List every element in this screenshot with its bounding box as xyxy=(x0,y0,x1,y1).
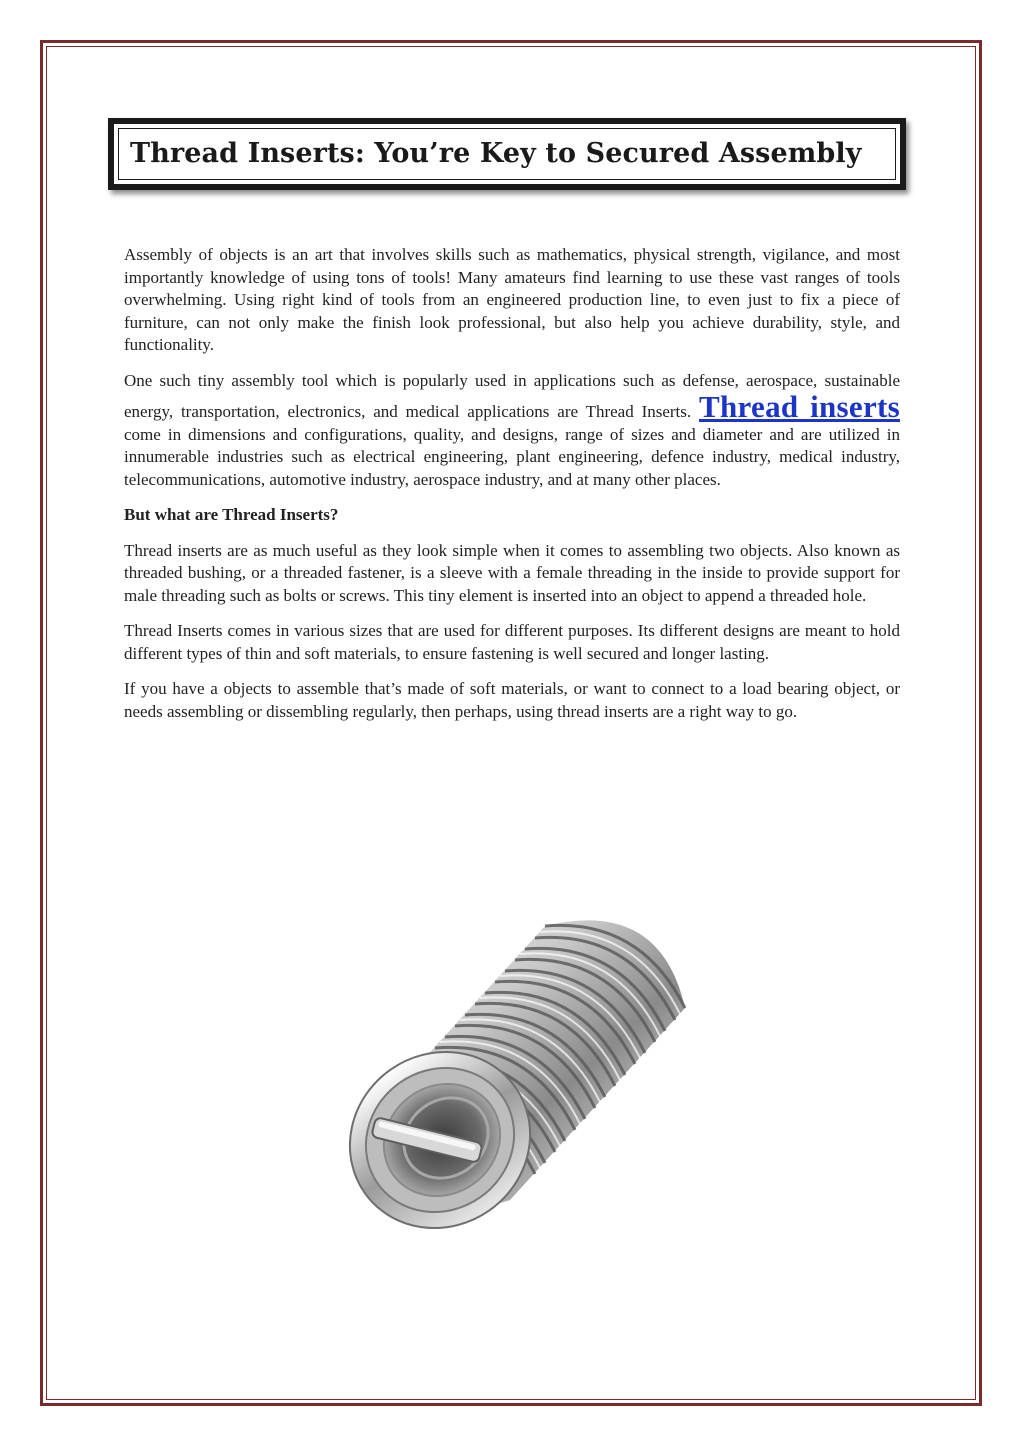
thread-insert-coil-image xyxy=(330,908,690,1238)
paragraph-intro: Assembly of objects is an art that involves skills such as mathematics, physical strength, vigilance, and most importantly knowledge of using tons of tools! Many amateurs find learning to use these vast ranges of tools overwhelming. Using right kind of tools from an engineered production line, to even just to fix a piece of furniture, can not only make the finish look professional, but also help you achieve durability, style, and functionality. xyxy=(124,245,900,354)
thread-inserts-link[interactable]: Thread inserts xyxy=(699,389,900,424)
section-heading: But what are Thread Inserts? xyxy=(124,505,339,524)
article-body xyxy=(124,244,900,736)
title-box xyxy=(108,118,906,190)
paragraph-applications-start: One such tiny assembly tool which is popularly used in applications such as defense, aerospace, sustainable energy, transportation, electronics, and medical applications are Thread Inserts. xyxy=(124,370,900,421)
paragraph-usage: If you have a objects to assemble that’s made of soft materials, or want to connect to a load bearing object, or needs assembling or dissembling regularly, then perhaps, using thread inserts are a right way to go. xyxy=(124,679,900,721)
paragraph-definition: Thread inserts are as much useful as they look simple when it comes to assembling two objects. Also known as threaded bushing, or a threaded fastener, is a sleeve with a female threading in the inside to provide support for male threading such as bolts or screws. This tiny element is inserted into an object to append a threaded hole. xyxy=(124,540,900,605)
paragraph-applications xyxy=(124,370,900,492)
thread-insert-image xyxy=(330,908,690,1238)
page-title: Thread Inserts: You’re Key to Secured Assembly xyxy=(130,138,862,169)
paragraph-sizes: Thread Inserts comes in various sizes that are used for different purposes. Its different designs are meant to hold different types of thin and soft materials, to ensure fastening is well secured and longer lasting. xyxy=(124,621,900,663)
paragraph-applications-end: come in dimensions and configurations, quality, and designs, range of sizes and diameter and are utilized in innumerable industries such as electrical engineering, plant engineering, defence industry, medical industry, telecommunications, automotive industry, aerospace industry, and at many other places. xyxy=(124,424,900,489)
